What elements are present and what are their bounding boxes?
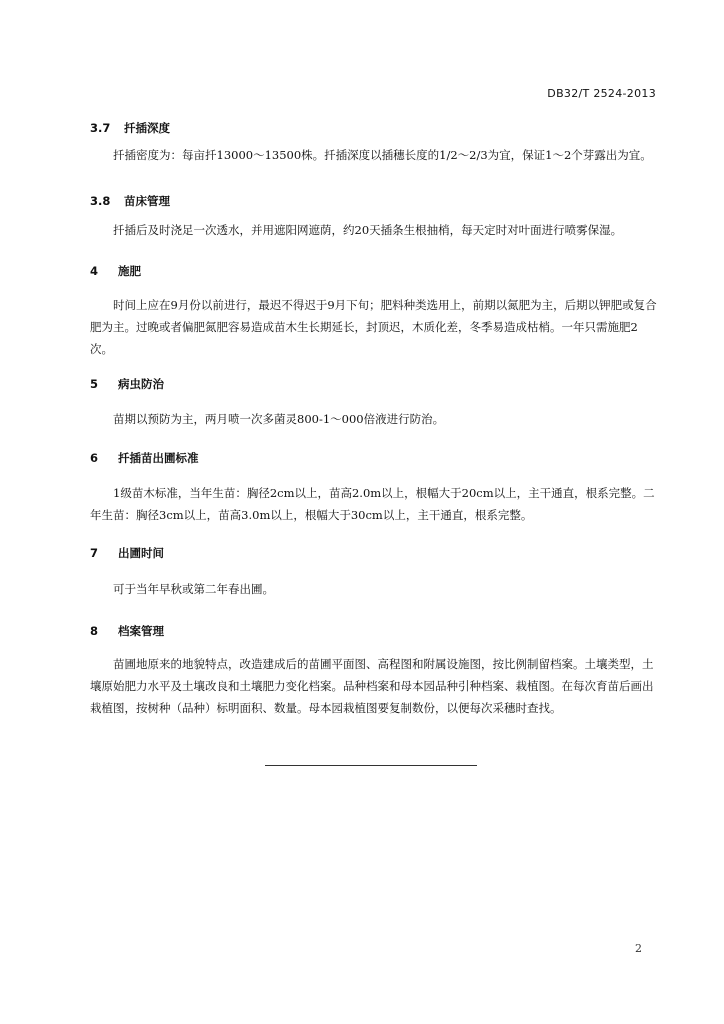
section-paragraph-7: 可于当年早秋或第二年春出圃。 <box>113 582 274 596</box>
section-paragraph-8: 苗圃地原来的地貌特点，改造建成后的苗圃平面图、高程图和附属设施图，按比例制留档案。土壤类型，土壤原始肥力水平及土壤改良和土壤肥力变化档案。品种档案和母本园品种引种档案、栽植图。在每次育苗后画出栽植图，按树种（品种）标明面积、数量。母本园栽植图要复制数份，以便每次采穗时查找。 <box>90 657 654 715</box>
section-heading-7 <box>90 545 164 561</box>
section-title: 苗床管理 <box>124 194 171 208</box>
section-title: 施肥 <box>118 264 142 278</box>
section-title: 扦插深度 <box>124 121 171 135</box>
end-of-document-rule <box>265 765 477 766</box>
section-title: 扦插苗出圃标准 <box>118 451 199 465</box>
section-heading-8 <box>90 623 164 639</box>
section-paragraph-6: 1级苗木标准，当年生苗：胸径2cm以上，苗高2.0m以上，根幅大于20cm以上，主干通直，根系完整。二年生苗：胸径3cm以上，苗高3.0m以上，根幅大于30cm以上，主干通直，根系完整。 <box>90 486 655 522</box>
section-number: 3.8 <box>90 194 111 208</box>
document-code-header: DB32/T 2524-2013 <box>547 87 656 100</box>
section-number: 7 <box>90 546 99 560</box>
page-number: 2 <box>635 942 642 955</box>
section-heading-5 <box>90 376 164 392</box>
section-number: 8 <box>90 624 99 638</box>
section-number: 3.7 <box>90 121 111 135</box>
section-heading-3-8 <box>90 193 170 209</box>
section-title: 病虫防治 <box>118 377 165 391</box>
section-paragraph-5: 苗期以预防为主，两月喷一次多菌灵800-1～000倍液进行防治。 <box>113 412 445 426</box>
section-heading-6 <box>90 450 199 466</box>
section-paragraph-3-7: 扦插密度为：每亩扦13000～13500株。扦插深度以插穗长度的1/2～2/3为宜，保证1～2个芽露出为宜。 <box>113 148 652 162</box>
section-number: 4 <box>90 264 99 278</box>
section-heading-4 <box>90 263 141 279</box>
section-heading-3-7 <box>90 120 170 136</box>
section-number: 6 <box>90 451 99 465</box>
section-paragraph-4: 时间上应在9月份以前进行，最迟不得迟于9月下旬；肥料种类选用上，前期以氮肥为主，后期以钾肥或复合肥为主。过晚或者偏肥氮肥容易造成苗木生长期延长，封顶迟，木质化差，冬季易造成枯梢。一年只需施肥2次。 <box>90 298 657 356</box>
section-paragraph-3-8: 扦插后及时浇足一次透水，并用遮阳网遮荫，约20天插条生根抽梢，每天定时对叶面进行喷雾保湿。 <box>113 223 623 237</box>
section-title: 档案管理 <box>118 624 165 638</box>
section-title: 出圃时间 <box>118 546 165 560</box>
section-number: 5 <box>90 377 99 391</box>
